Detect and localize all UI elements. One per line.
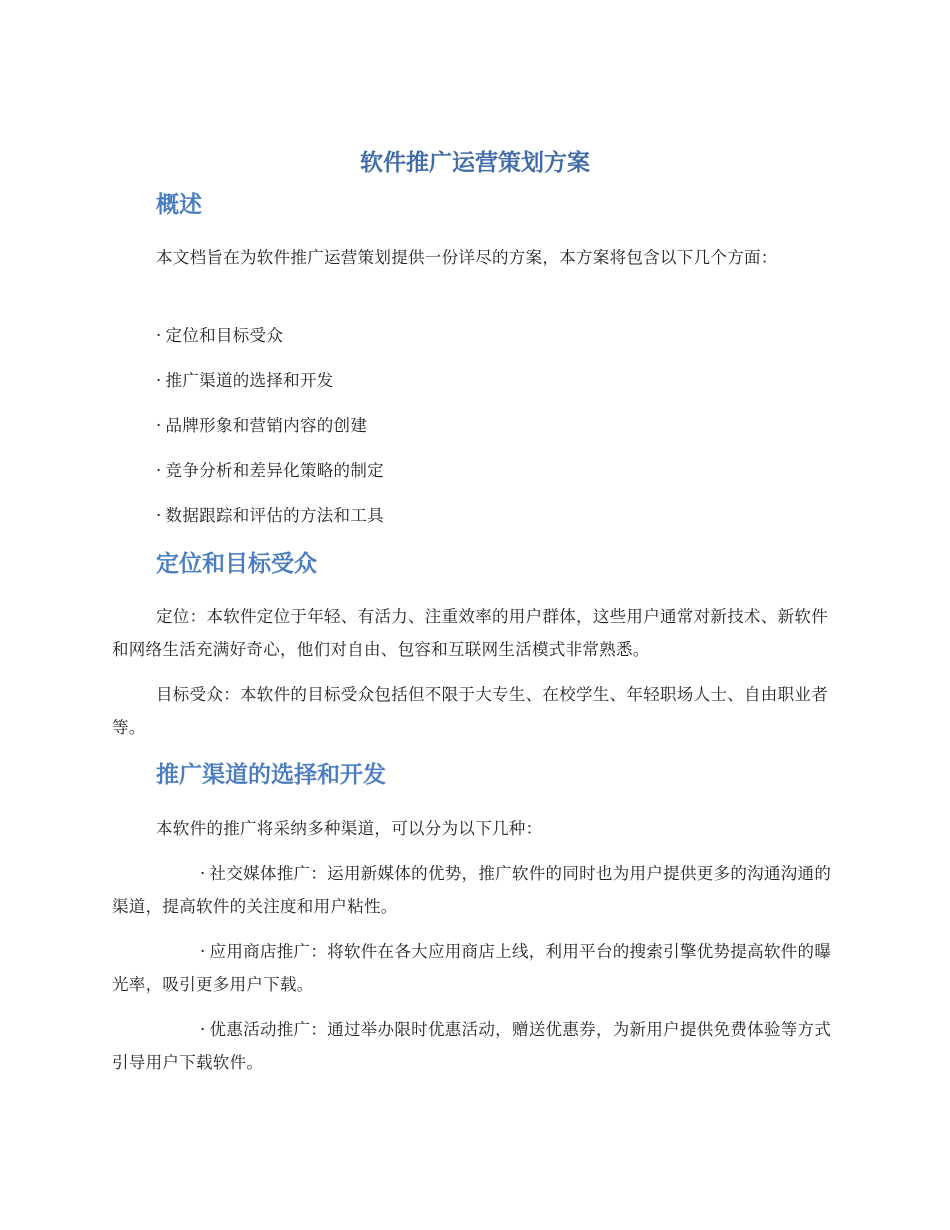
bullet-marker: · xyxy=(156,371,162,390)
bullet-marker: · xyxy=(200,1020,206,1039)
target-audience-paragraph: 目标受众：本软件的目标受众包括但不限于大专生、在校学生、年轻职场人士、自由职业者等。 xyxy=(112,685,828,737)
bullet-marker: · xyxy=(156,326,162,345)
bullet-marker: · xyxy=(156,506,162,525)
bullet-marker: · xyxy=(156,461,162,480)
channel-item-text: 优惠活动推广：通过举办限时优惠活动，赠送优惠券，为新用户提供免费体验等方式引导用户下载软件。 xyxy=(112,1020,832,1072)
overview-bullet-item xyxy=(156,366,334,396)
bullet-text: 竞争分析和差异化策略的制定 xyxy=(165,461,384,480)
section-heading-positioning: 定位和目标受众 xyxy=(156,551,317,577)
channels-intro-paragraph: 本软件的推广将采纳多种渠道，可以分为以下几种： xyxy=(156,819,543,838)
channel-item-text: 社交媒体推广：运用新媒体的优势，推广软件的同时也为用户提供更多的沟通沟通的渠道，提高软件的关注度和用户粘性。 xyxy=(112,864,832,916)
overview-intro-paragraph: 本文档旨在为软件推广运营策划提供一份详尽的方案，本方案将包含以下几个方面： xyxy=(156,248,778,267)
bullet-text: 推广渠道的选择和开发 xyxy=(165,371,334,390)
bullet-marker: · xyxy=(156,416,162,435)
bullet-text: 数据跟踪和评估的方法和工具 xyxy=(165,506,384,525)
channel-item-paragraph xyxy=(112,857,840,923)
channel-item-text: 应用商店推广：将软件在各大应用商店上线，利用平台的搜索引擎优势提高软件的曝光率，吸引更多用户下载。 xyxy=(112,942,832,994)
overview-bullet-item xyxy=(156,321,283,351)
overview-bullet-item xyxy=(156,411,367,441)
channel-item-paragraph xyxy=(112,935,840,1001)
bullet-text: 定位和目标受众 xyxy=(165,326,284,345)
positioning-paragraph: 定位：本软件定位于年轻、有活力、注重效率的用户群体，这些用户通常对新技术、新软件和网络生活充满好奇心，他们对自由、包容和互联网生活模式非常熟悉。 xyxy=(112,607,828,659)
bullet-text: 品牌形象和营销内容的创建 xyxy=(165,416,368,435)
bullet-marker: · xyxy=(200,864,206,883)
section-heading-overview: 概述 xyxy=(156,192,202,218)
document-title: 软件推广运营策划方案 xyxy=(360,150,590,176)
overview-bullet-item xyxy=(156,501,384,531)
channel-item-paragraph xyxy=(112,1013,840,1079)
section-heading-channels: 推广渠道的选择和开发 xyxy=(156,762,386,788)
overview-bullet-item xyxy=(156,456,384,486)
bullet-marker: · xyxy=(200,942,206,961)
